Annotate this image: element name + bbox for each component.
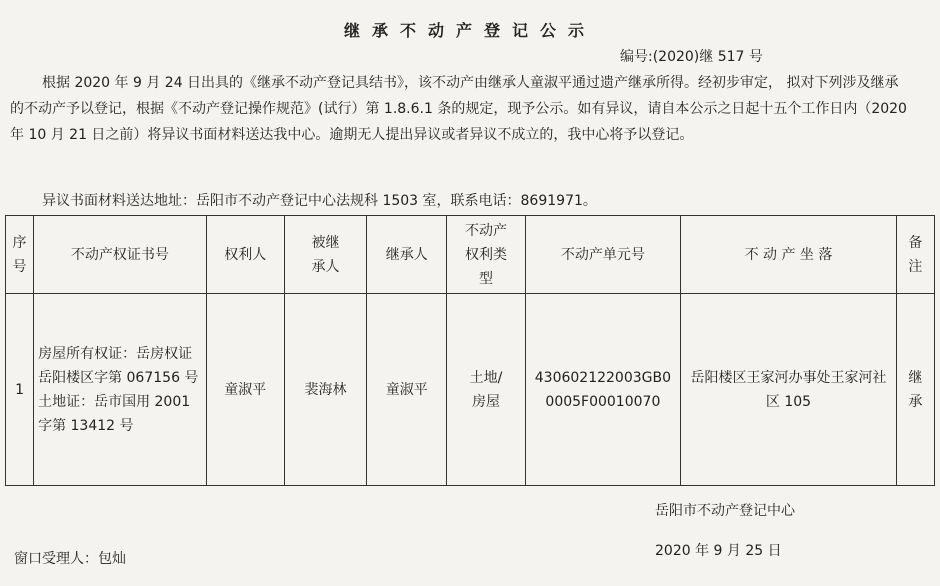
- cell-deceased: 裴海林: [284, 294, 366, 486]
- objection-address: 异议书面材料送达地址：岳阳市不动产登记中心法规科 1503 室，联系电话：8691971。: [42, 193, 597, 209]
- cell-location: 岳阳楼区王家河办事处王家河社区 105: [681, 294, 897, 486]
- cell-owner: 童淑平: [206, 294, 284, 486]
- table-header-row: [6, 216, 935, 294]
- cell-right-type: 土地/房屋: [447, 294, 525, 486]
- header-unit-no: 不动产单元号: [525, 216, 681, 294]
- header-right-type: 不动产权利类型: [447, 216, 525, 294]
- table-row: [6, 294, 935, 486]
- header-owner: 权利人: [206, 216, 284, 294]
- header-deceased: 被继承人: [284, 216, 366, 294]
- header-cert-no: 不动产权证书号: [34, 216, 207, 294]
- issue-date: 2020 年 9 月 25 日: [655, 543, 782, 559]
- issuing-organization: 岳阳市不动产登记中心: [655, 503, 795, 519]
- cell-remark: 继承: [896, 294, 934, 486]
- cell-seq: 1: [6, 294, 34, 486]
- document-number: 编号:(2020)继 517 号: [620, 49, 763, 65]
- registration-table: [5, 215, 935, 486]
- notice-title: 继承不动产登记公示: [343, 21, 596, 40]
- cell-unit-no: 430602122003GB00005F00010070: [525, 294, 681, 486]
- header-remark: 备注: [896, 216, 934, 294]
- notice-paragraph: 根据 2020 年 9 月 24 日出具的《继承不动产登记具结书》，该不动产由继承人童淑平通过遗产继承所得。经初步审定， 拟对下列涉及继承的不动产予以登记，根据《不动产登记操作规范》(试行）第 1.8.6.1 条的规定，现予公示。如有异议，请自本公示之日起十五个工作日内（2020 年 10 月 21 日之前）将异议书面材料送达我中心。逾期无人提出异议或者异议不成立的，我中心将予以登记。: [10, 75, 907, 143]
- header-location: 不 动 产 坐 落: [681, 216, 897, 294]
- cell-cert-no: 房屋所有权证：岳房权证岳阳楼区字第 067156 号 土地证：岳市国用 2001 字第 13412 号: [34, 294, 207, 486]
- header-heir: 继承人: [367, 216, 447, 294]
- header-seq: 序号: [6, 216, 34, 294]
- window-receiver: 窗口受理人：包灿: [14, 551, 126, 567]
- cell-heir: 童淑平: [367, 294, 447, 486]
